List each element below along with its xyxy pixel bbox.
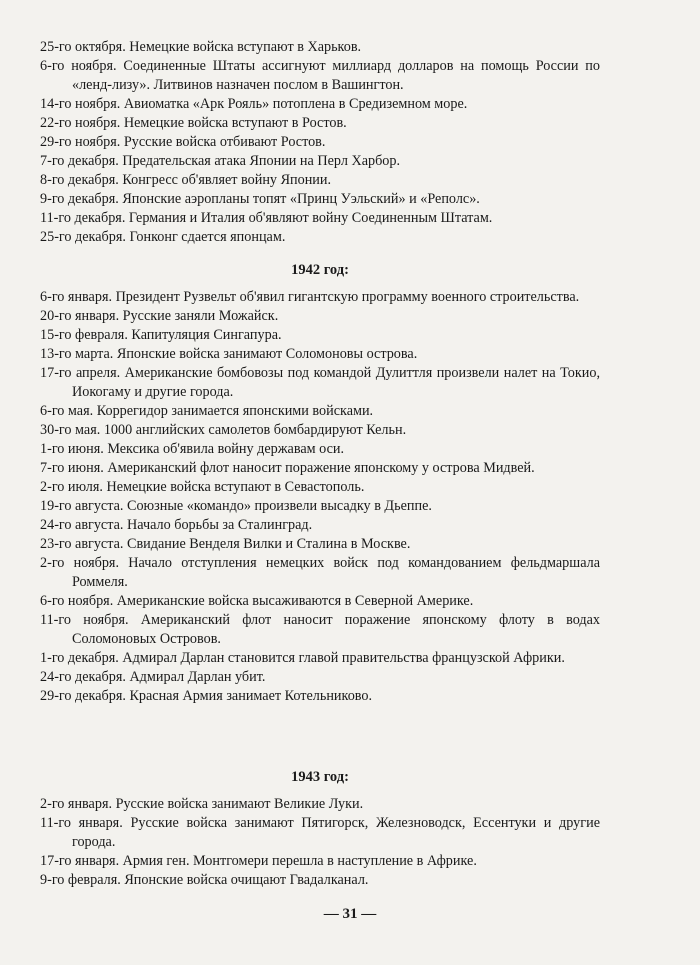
chronology-entry: 29-го декабря. Красная Армия занимает Котельниково.: [40, 688, 373, 704]
chronology-entry: 11-го января. Русские войска занимают Пятигорск, Железноводск, Ессентуки и другие города.: [40, 815, 600, 850]
chronology-entry: 14-го ноября. Авиоматка «Арк Рояль» потоплена в Средиземном море.: [40, 96, 468, 112]
chronology-entry: 11-го ноября. Американский флот наносит поражение японскому флоту в водах Соломоновых Островов.: [40, 612, 600, 647]
chronology-entry: 2-го июля. Немецкие войска вступают в Севастополь.: [40, 479, 365, 495]
chronology-entry: 17-го апреля. Американские бомбовозы под командой Дулиттля произвели налет на Токио, Иокогаму и другие города.: [40, 365, 600, 400]
chronology-entry: 2-го ноября. Начало отступления немецких войск под командованием фельдмаршала Роммеля.: [40, 555, 600, 590]
chronology-entry: 6-го ноября. Американские войска высаживаются в Северной Америке.: [40, 593, 474, 609]
chronology-entry: 1-го июня. Мексика об'явила войну державам оси.: [40, 441, 345, 457]
chronology-entry: 9-го февраля. Японские войска очищают Гвадалканал.: [40, 872, 369, 888]
year-heading-1942: 1942 год:: [291, 262, 349, 278]
chronology-entry: 13-го марта. Японские войска занимают Соломоновы острова.: [40, 346, 418, 362]
chronology-entry: 11-го декабря. Германия и Италия об'являют войну Соединенным Штатам.: [40, 210, 493, 226]
chronology-entry: 24-го августа. Начало борьбы за Сталинград.: [40, 517, 313, 533]
chronology-entry: 29-го ноября. Русские войска отбивают Ростов.: [40, 134, 326, 150]
chronology-entry: 23-го августа. Свидание Венделя Вилки и Сталина в Москве.: [40, 536, 411, 552]
chronology-entry: 30-го мая. 1000 английских самолетов бомбардируют Кельн.: [40, 422, 407, 438]
chronology-entry: 1-го декабря. Адмирал Дарлан становится главой правительства французской Африки.: [40, 650, 565, 666]
chronology-entry: 20-го января. Русские заняли Можайск.: [40, 308, 279, 324]
chronology-entry: 17-го января. Армия ген. Монтгомери перешла в наступление в Африке.: [40, 853, 477, 869]
chronology-entry: 6-го ноября. Соединенные Штаты ассигнуют миллиард долларов на помощь России по «ленд-лизу». Литвинов назначен послом в Вашингтон.: [40, 58, 600, 93]
section-1941-continued: [40, 38, 600, 247]
page-number: — 31 —: [323, 906, 377, 922]
chronology-entry: 22-го ноября. Немецкие войска вступают в Ростов.: [40, 115, 347, 131]
chronology-entry: 19-го августа. Союзные «командо» произвели высадку в Дьеппе.: [40, 498, 432, 514]
chronology-entry: 7-го декабря. Предательская атака Японии на Перл Харбор.: [40, 153, 401, 169]
section-1942: [40, 288, 600, 706]
chronology-entry: 9-го декабря. Японские аэропланы топят «Принц Уэльский» и «Реполс».: [40, 191, 480, 207]
chronology-entry: 24-го декабря. Адмирал Дарлан убит.: [40, 669, 266, 685]
chronology-entry: 6-го января. Президент Рузвельт об'явил гигантскую программу военного строительства.: [40, 289, 580, 305]
chronology-entry: 6-го мая. Коррегидор занимается японскими войсками.: [40, 403, 374, 419]
chronology-entry: 7-го июня. Американский флот наносит поражение японскому у острова Мидвей.: [40, 460, 535, 476]
chronology-entry: 25-го октября. Немецкие войска вступают в Харьков.: [40, 39, 362, 55]
chronology-entry: 15-го февраля. Капитуляция Сингапура.: [40, 327, 282, 343]
chronology-entry: 2-го января. Русские войска занимают Великие Луки.: [40, 796, 364, 812]
chronology-entry: 8-го декабря. Конгресс об'являет войну Японии.: [40, 172, 332, 188]
year-heading-1943: 1943 год:: [291, 769, 349, 785]
section-1943: [40, 795, 600, 890]
chronology-entry: 25-го декабря. Гонконг сдается японцам.: [40, 229, 286, 245]
